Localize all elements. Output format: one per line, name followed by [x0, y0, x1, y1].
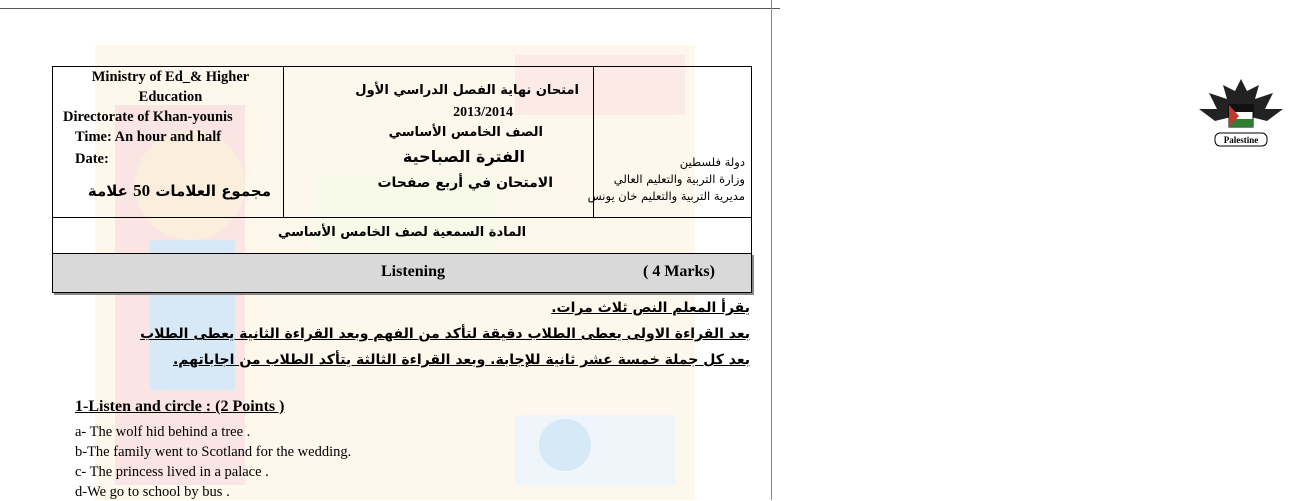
listening-section-bar: [52, 253, 752, 293]
exam-time: Time: An hour and half: [75, 129, 222, 145]
logo-ribbon-text: Palestine: [1223, 135, 1259, 145]
section-title: Listening: [381, 263, 446, 280]
exam-year: 2013/2014: [453, 105, 513, 120]
top-page-rule: [0, 8, 780, 9]
header-top-row: [53, 67, 1259, 218]
ministry-line-2: Education: [138, 89, 203, 105]
question-title: 1-Listen and circle : (2 Points ): [75, 398, 285, 415]
header-subject-row: [53, 217, 751, 253]
instruction-line-2: بعد القراءة الاولى يعطى الطلاب دقيقة لتأكد من الفهم وبعد القراءة الثانية يعطى الطلاب: [140, 326, 750, 342]
exam-header: [52, 66, 1259, 254]
exam-title: امتحان نهاية الفصل الدراسي الأول: [355, 83, 579, 98]
directorate-en: Directorate of Khan-younis: [63, 109, 233, 125]
total-label: مجموع العلامات: [155, 182, 271, 200]
total-value: 50: [133, 181, 151, 200]
section-marks: ( 4 Marks): [643, 263, 715, 280]
total-marks: [71, 181, 271, 201]
ministry-line-1: Ministry of Ed_& Higher: [91, 69, 250, 85]
question-item-a: a- The wolf hid behind a tree .: [75, 424, 251, 440]
header-arabic-center-cell: [283, 67, 594, 217]
state-name: دولة فلسطين: [679, 155, 745, 169]
ministry-ar: وزارة التربية والتعليم العالي: [613, 172, 745, 186]
period-label: الفترة الصباحية: [402, 147, 525, 166]
header-english-cell: [53, 67, 284, 217]
subject-title: المادة السمعية لصف الخامس الأساسي: [277, 225, 527, 240]
total-unit: علامة: [87, 182, 128, 200]
header-ministry-cell: [587, 67, 1259, 217]
question-item-d: d-We go to school by bus .: [75, 484, 230, 500]
palestine-eagle-emblem-icon: [1191, 75, 1291, 153]
question-item-c: c- The princess lived in a palace .: [75, 464, 269, 480]
question-item-b: b-The family went to Scotland for the wedding.: [75, 444, 352, 460]
grade-label: الصف الخامس الأساسي: [388, 125, 543, 140]
directorate-ar: مديرية التربية والتعليم خان يونس: [587, 189, 745, 203]
right-page-rule: [771, 0, 772, 500]
pages-note: الامتحان في أربع صفحات: [377, 175, 553, 191]
exam-date: Date:: [75, 151, 109, 167]
instruction-line-1: يقرأ المعلم النص ثلاث مرات.: [551, 300, 750, 316]
instruction-line-3: بعد كل جملة خمسة عشر ثانية للإجابة. وبعد القراءة الثالثة يتأكد الطلاب من اجاباتهم.: [172, 352, 750, 368]
